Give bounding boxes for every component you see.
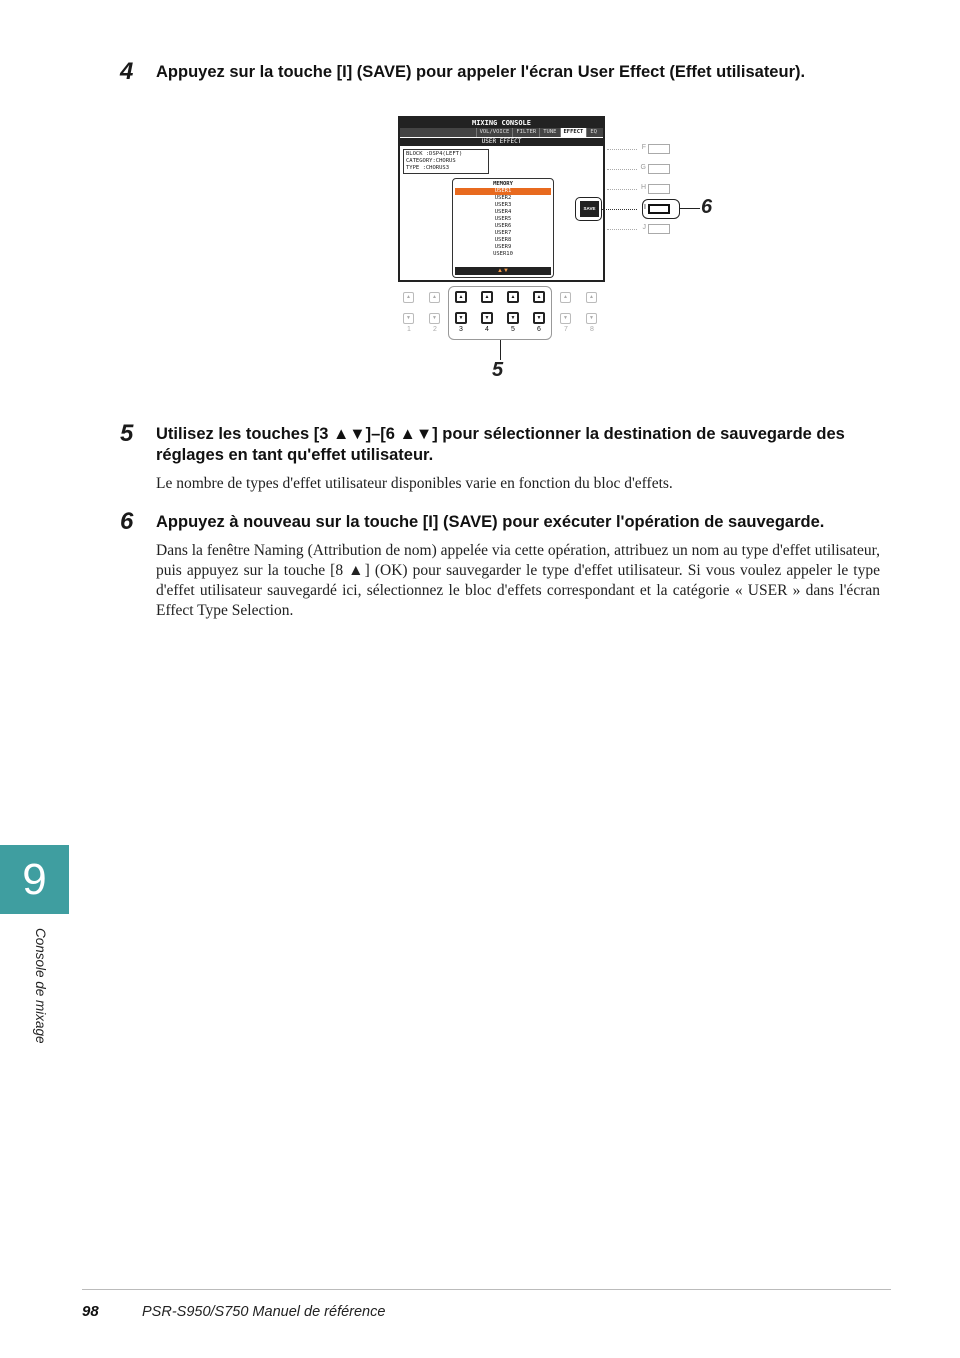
button-8-down[interactable]: ▼ xyxy=(586,313,597,324)
scroll-arrows-icon: ▲▼ xyxy=(455,267,551,275)
tab-filter[interactable]: FILTER xyxy=(512,128,539,137)
memory-item[interactable]: USER2 xyxy=(494,195,512,201)
chapter-name xyxy=(30,928,50,1068)
button-i-save[interactable] xyxy=(648,204,670,214)
step-number: 4 xyxy=(120,58,134,85)
callout-5: 5 xyxy=(492,359,504,381)
tab-tune[interactable]: TUNE xyxy=(539,128,559,137)
button-4-up[interactable]: ▲ xyxy=(481,291,493,303)
panel-label-1: 1 xyxy=(407,326,411,333)
button-1-up[interactable]: ▲ xyxy=(403,292,414,303)
info-row-category: CATEGORY:CHORUS xyxy=(406,158,456,164)
button-f[interactable] xyxy=(648,144,670,154)
memory-title: MEMORY xyxy=(493,181,513,187)
leader-line xyxy=(607,169,637,170)
button-3-up[interactable]: ▲ xyxy=(455,291,467,303)
leader-line xyxy=(607,229,637,230)
memory-item[interactable]: USER6 xyxy=(494,223,512,229)
side-label-j: J xyxy=(642,224,646,231)
memory-item[interactable]: USER10 xyxy=(493,251,513,257)
button-h[interactable] xyxy=(648,184,670,194)
panel-label-3: 3 xyxy=(459,326,463,333)
button-7-up[interactable]: ▲ xyxy=(560,292,571,303)
lcd-screen xyxy=(398,116,605,282)
memory-list xyxy=(452,178,554,278)
side-label-f: F xyxy=(641,144,646,151)
button-6-down[interactable]: ▼ xyxy=(533,312,545,324)
memory-item[interactable]: USER4 xyxy=(494,209,512,215)
page-number: 98 xyxy=(82,1303,99,1320)
lcd-title: MIXING CONSOLE xyxy=(400,118,603,128)
button-5-up[interactable]: ▲ xyxy=(507,291,519,303)
panel-label-2: 2 xyxy=(433,326,437,333)
callout-line xyxy=(680,208,700,209)
side-label-g: G xyxy=(640,164,646,171)
lcd-subtitle: USER EFFECT xyxy=(400,138,603,146)
memory-item[interactable]: USER3 xyxy=(494,202,512,208)
tab-eq[interactable]: EQ xyxy=(586,128,600,137)
step-5 xyxy=(120,420,880,494)
button-2-up[interactable]: ▲ xyxy=(429,292,440,303)
panel-label-8: 8 xyxy=(590,326,594,333)
button-g[interactable] xyxy=(648,164,670,174)
leader-line xyxy=(602,209,637,210)
side-label-i: I xyxy=(644,204,646,211)
effect-info-box xyxy=(403,149,489,174)
chapter-tab: 9 xyxy=(0,845,69,914)
memory-item[interactable]: USER5 xyxy=(494,216,512,222)
step-heading: Utilisez les touches [3 ▲▼]–[6 ▲▼] pour sélectionner la destination de sauvegarde des réglages en tant qu'effet utilisateur. xyxy=(156,425,845,464)
leader-line xyxy=(607,149,637,150)
save-icon: SAVE xyxy=(580,201,599,217)
panel-label-6: 6 xyxy=(537,326,541,333)
step-heading: Appuyez à nouveau sur la touche [I] (SAVE) pour exécuter l'opération de sauvegarde. xyxy=(156,513,825,531)
lcd-tabs xyxy=(400,128,603,137)
button-2-down[interactable]: ▼ xyxy=(429,313,440,324)
chapter-name-label: Console de mixage xyxy=(33,928,48,1044)
button-6-up[interactable]: ▲ xyxy=(533,291,545,303)
manual-title: PSR-S950/S750 Manuel de référence xyxy=(142,1304,386,1320)
step-number: 6 xyxy=(120,508,134,535)
callout-6: 6 xyxy=(701,196,713,218)
button-5-down[interactable]: ▼ xyxy=(507,312,519,324)
memory-item[interactable]: USER9 xyxy=(494,244,512,250)
button-8-up[interactable]: ▲ xyxy=(586,292,597,303)
step-body: Le nombre de types d'effet utilisateur disponibles varie en fonction du bloc d'effets. xyxy=(156,475,673,492)
leader-line xyxy=(607,189,637,190)
tab-vol-voice[interactable]: VOL/VOICE xyxy=(476,128,513,137)
button-j[interactable] xyxy=(648,224,670,234)
panel-label-4: 4 xyxy=(485,326,489,333)
step-4 xyxy=(120,58,880,85)
step-6 xyxy=(120,508,880,621)
screen-figure xyxy=(390,110,730,385)
panel-label-5: 5 xyxy=(511,326,515,333)
memory-item[interactable]: USER7 xyxy=(494,230,512,236)
panel-label-7: 7 xyxy=(564,326,568,333)
button-3-down[interactable]: ▼ xyxy=(455,312,467,324)
step-number: 5 xyxy=(120,420,134,447)
step-body: Dans la fenêtre Naming (Attribution de nom) appelée via cette opération, attribuez un nom au type d'effet utilisateur, puis appuyez sur la touche [8 ▲] (OK) pour sauvegarder le type d'effet utilisateur. Si vous voulez appeler le type d'effet utilisateur sauvegardé ici, sélectionnez le bloc d'effets correspondant et la catégorie « USER » dans l'écran Effect Type Selection. xyxy=(156,542,880,619)
memory-item[interactable]: USER1 xyxy=(455,188,551,195)
callout-line xyxy=(500,340,501,360)
step-heading: Appuyez sur la touche [I] (SAVE) pour appeler l'écran User Effect (Effet utilisateur). xyxy=(156,63,806,81)
button-7-down[interactable]: ▼ xyxy=(560,313,571,324)
side-label-h: H xyxy=(640,184,646,191)
tab-effect[interactable]: EFFECT xyxy=(560,128,587,137)
info-row-block: BLOCK :DSP4(LEFT) xyxy=(406,151,463,157)
button-1-down[interactable]: ▼ xyxy=(403,313,414,324)
footer-rule xyxy=(82,1289,891,1290)
info-row-type: TYPE :CHORUS3 xyxy=(406,165,450,171)
memory-item[interactable]: USER8 xyxy=(494,237,512,243)
button-4-down[interactable]: ▼ xyxy=(481,312,493,324)
